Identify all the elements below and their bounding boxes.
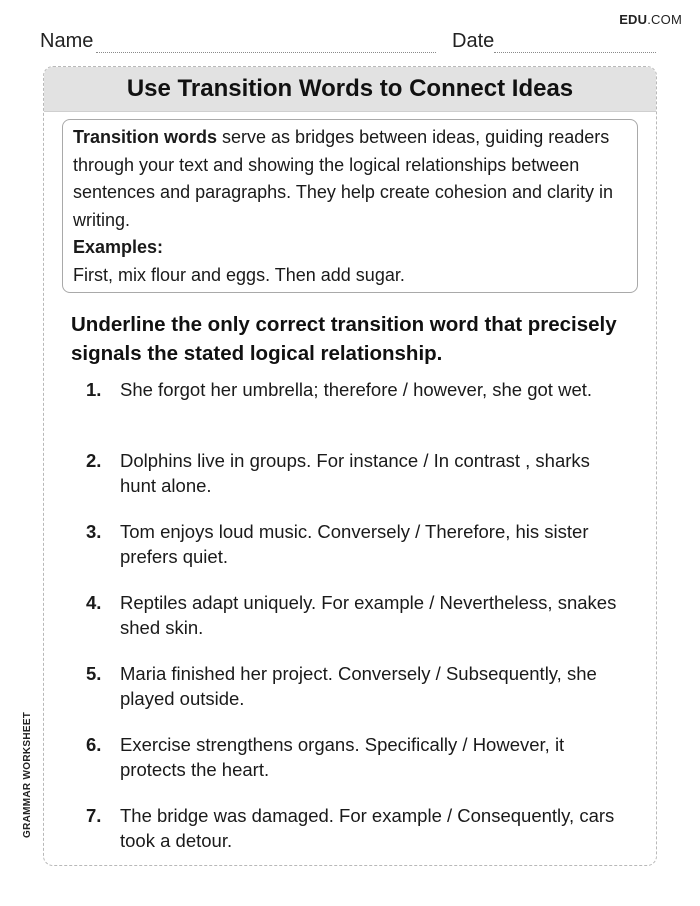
question-text[interactable]: Maria finished her project. Conversely / Subsequently, she played outside.	[120, 663, 597, 709]
question-item	[80, 519, 640, 590]
definition-paragraph	[73, 124, 627, 234]
question-number: 5.	[86, 663, 102, 684]
question-number: 1.	[86, 379, 102, 400]
definition-text: serve as bridges between ideas, guiding readers through your text and showing the logical relationships between sentences and paragraphs. They help create cohesion and clarity in writing.	[73, 127, 614, 230]
question-item	[80, 803, 640, 866]
question-number: 6.	[86, 734, 102, 755]
question-text[interactable]: She forgot her umbrella; therefore / however, she got wet.	[120, 379, 593, 400]
card-header	[44, 67, 656, 112]
question-number: 4.	[86, 592, 102, 613]
brand-com: .COM	[647, 12, 682, 27]
name-date-line	[40, 30, 660, 54]
date-label: Date	[452, 30, 495, 52]
question-item	[80, 661, 640, 732]
instructions: Underline the only correct transition word that precisely signals the stated logical relationship.	[71, 313, 617, 365]
example-text: First, mix flour and eggs. Then add sugar.	[73, 264, 405, 285]
definition-term: Transition words	[73, 127, 218, 147]
question-number: 7.	[86, 805, 102, 826]
question-item	[80, 590, 640, 661]
question-list	[80, 377, 640, 866]
date-field[interactable]	[494, 52, 656, 53]
brand-logo	[619, 12, 682, 27]
question-text[interactable]: Tom enjoys loud music. Conversely / Therefore, his sister prefers quiet.	[120, 521, 589, 567]
examples-label: Examples:	[73, 237, 164, 257]
question-number: 2.	[86, 450, 102, 471]
brand-edu: EDU	[619, 12, 648, 27]
worksheet-title: Use Transition Words to Connect Ideas	[126, 75, 574, 102]
question-text[interactable]: Dolphins live in groups. For instance / In contrast , sharks hunt alone.	[120, 450, 590, 496]
name-label: Name	[40, 30, 94, 52]
question-item	[80, 377, 640, 448]
info-box	[62, 119, 638, 293]
side-label: GRAMMAR WORKSHEET	[22, 711, 33, 838]
question-text[interactable]: Exercise strengthens organs. Specifically / However, it protects the heart.	[120, 734, 565, 780]
question-text[interactable]: The bridge was damaged. For example / Consequently, cars took a detour.	[120, 805, 615, 851]
question-item	[80, 448, 640, 519]
question-text[interactable]: Reptiles adapt uniquely. For example / Nevertheless, snakes shed skin.	[120, 592, 617, 638]
question-number: 3.	[86, 521, 102, 542]
worksheet-card	[43, 66, 657, 866]
name-field[interactable]	[96, 52, 436, 53]
question-item	[80, 732, 640, 803]
